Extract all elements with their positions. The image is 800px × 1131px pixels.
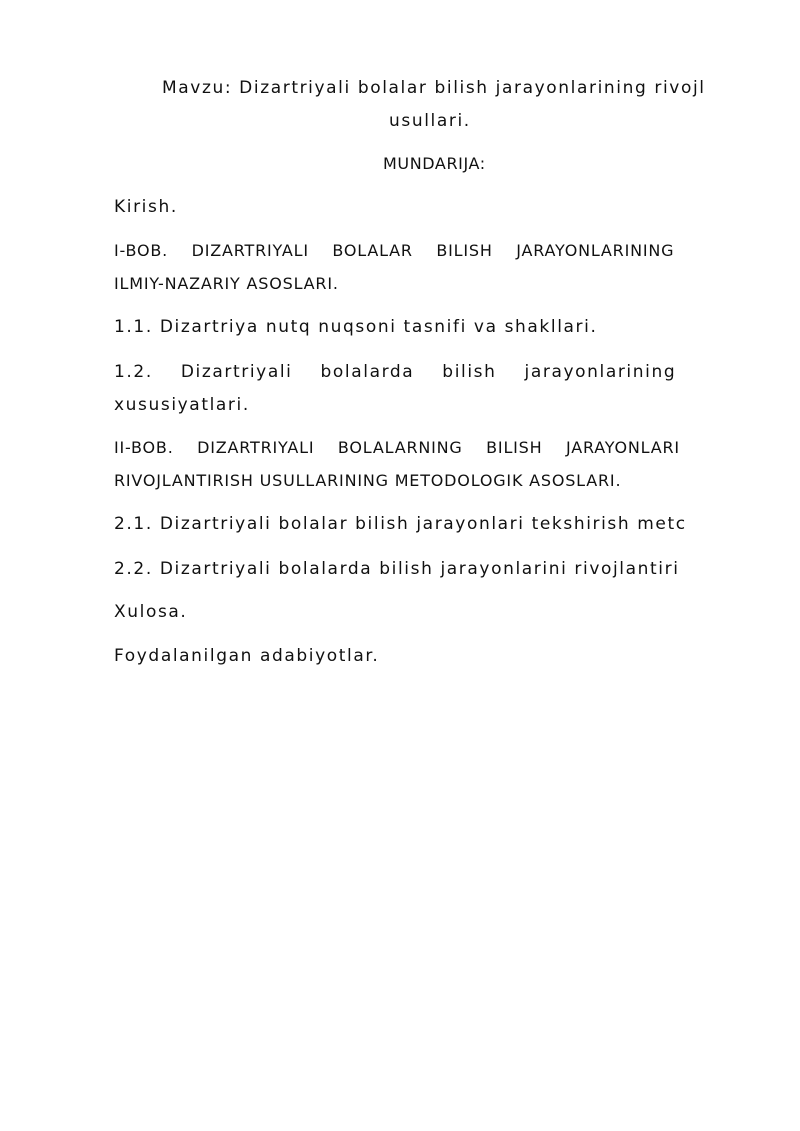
toc-item-chapter-1-cont: ILMIY-NAZARIY ASOSLARI. [114,274,339,293]
toc-item-1-2-cont: xususiyatlari. [114,395,250,415]
toc-item-conclusion: Xulosa. [114,602,188,622]
toc-item-1-2: 1.2. Dizartriyali bolalarda bilish jarayonlarining [114,362,677,382]
toc-heading: MUNDARIJA: [383,154,486,173]
toc-item-2-2: 2.2. Dizartriyali bolalarda bilish jarayonlarini rivojlantiri [114,559,680,579]
toc-item-chapter-2: II-BOB. DIZARTRIYALI BOLALARNING BILISH JARAYONLARI [114,438,680,457]
topic-title-line-1: Mavzu: Dizartriyali bolalar bilish jarayonlarining rivojl [162,78,706,98]
toc-item-intro: Kirish. [114,197,178,217]
toc-item-1-1: 1.1. Dizartriya nutq nuqsoni tasnifi va shakllari. [114,317,598,337]
toc-item-2-1: 2.1. Dizartriyali bolalar bilish jarayonlari tekshirish metc [114,514,687,534]
toc-item-chapter-1: I-BOB. DIZARTRIYALI BOLALAR BILISH JARAYONLARINING [114,241,675,260]
toc-item-references: Foydalanilgan adabiyotlar. [114,646,380,666]
topic-title-line-2: usullari. [389,111,471,131]
toc-item-chapter-2-cont: RIVOJLANTIRISH USULLARINING METODOLOGIK ASOSLARI. [114,471,622,490]
